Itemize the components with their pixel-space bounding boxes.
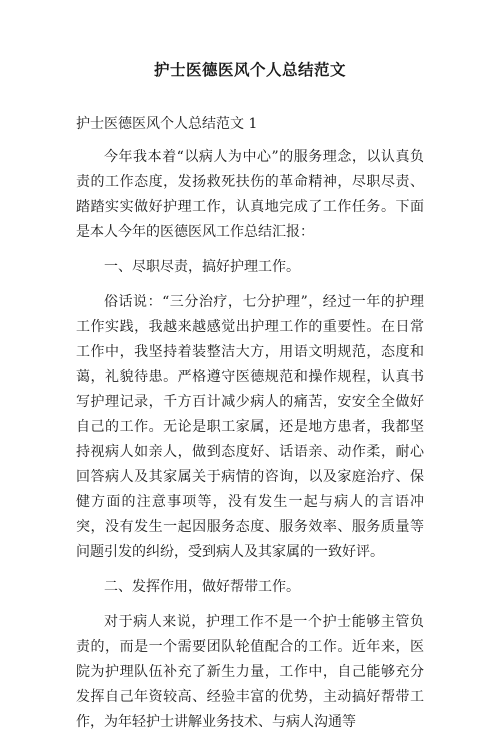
section-paragraph-1: 俗话说：“三分治疗，七分护理”，经过一年的护理工作实践，我越来越感觉出护理工作的重要性。在日常工作中，我坚持着装整洁大方，用语文明规范，态度和蔼，礼貌待患。严格遵守医德规范和操作规程，认真书写护理记录，千方百计减少病人的痛苦，安安全全做好自己的工作。无论是职工家属，还是地方患者，我都坚持视病人如亲人，做到态度好、话语亲、动作柔，耐心回答病人及其家属关于病情的咨询，以及家庭治疗、保健方面的注意事项等，没有发生一起与病人的言语冲突，没有发生一起因服务态度、服务效率、服务质量等问题引发的纠纷，受到病人及其家属的一致好评。 — [76, 294, 424, 560]
section-heading-1: 一、尽职尽责，搞好护理工作。 — [104, 259, 300, 275]
document-title: 护士医德医风个人总结范文 — [153, 61, 346, 79]
section-paragraph-2: 对于病人来说，护理工作不是一个护士能够主管负责的，而是一个需要团队轮值配合的工作。近年来，医院为护理队伍补充了新生力量，工作中，自己能够充分发挥自己年资较高、经验丰富的优势，主动搞好帮带工作，为年轻护士讲解业务技术、与病人沟通等 — [76, 614, 424, 730]
section-heading-2: 二、发挥作用，做好帮带工作。 — [104, 579, 300, 595]
document-body — [76, 145, 424, 735]
intro-paragraph: 今年我本着“以病人为中心”的服务理念，以认真负责的工作态度，发扬救死扶伤的革命精神，尽职尽责、踏踏实实做好护理工作，认真地完成了工作任务。下面是本人今年的医德医风工作总结汇报： — [76, 149, 424, 240]
document-subtitle: 护士医德医风个人总结范文 1 — [76, 116, 258, 132]
